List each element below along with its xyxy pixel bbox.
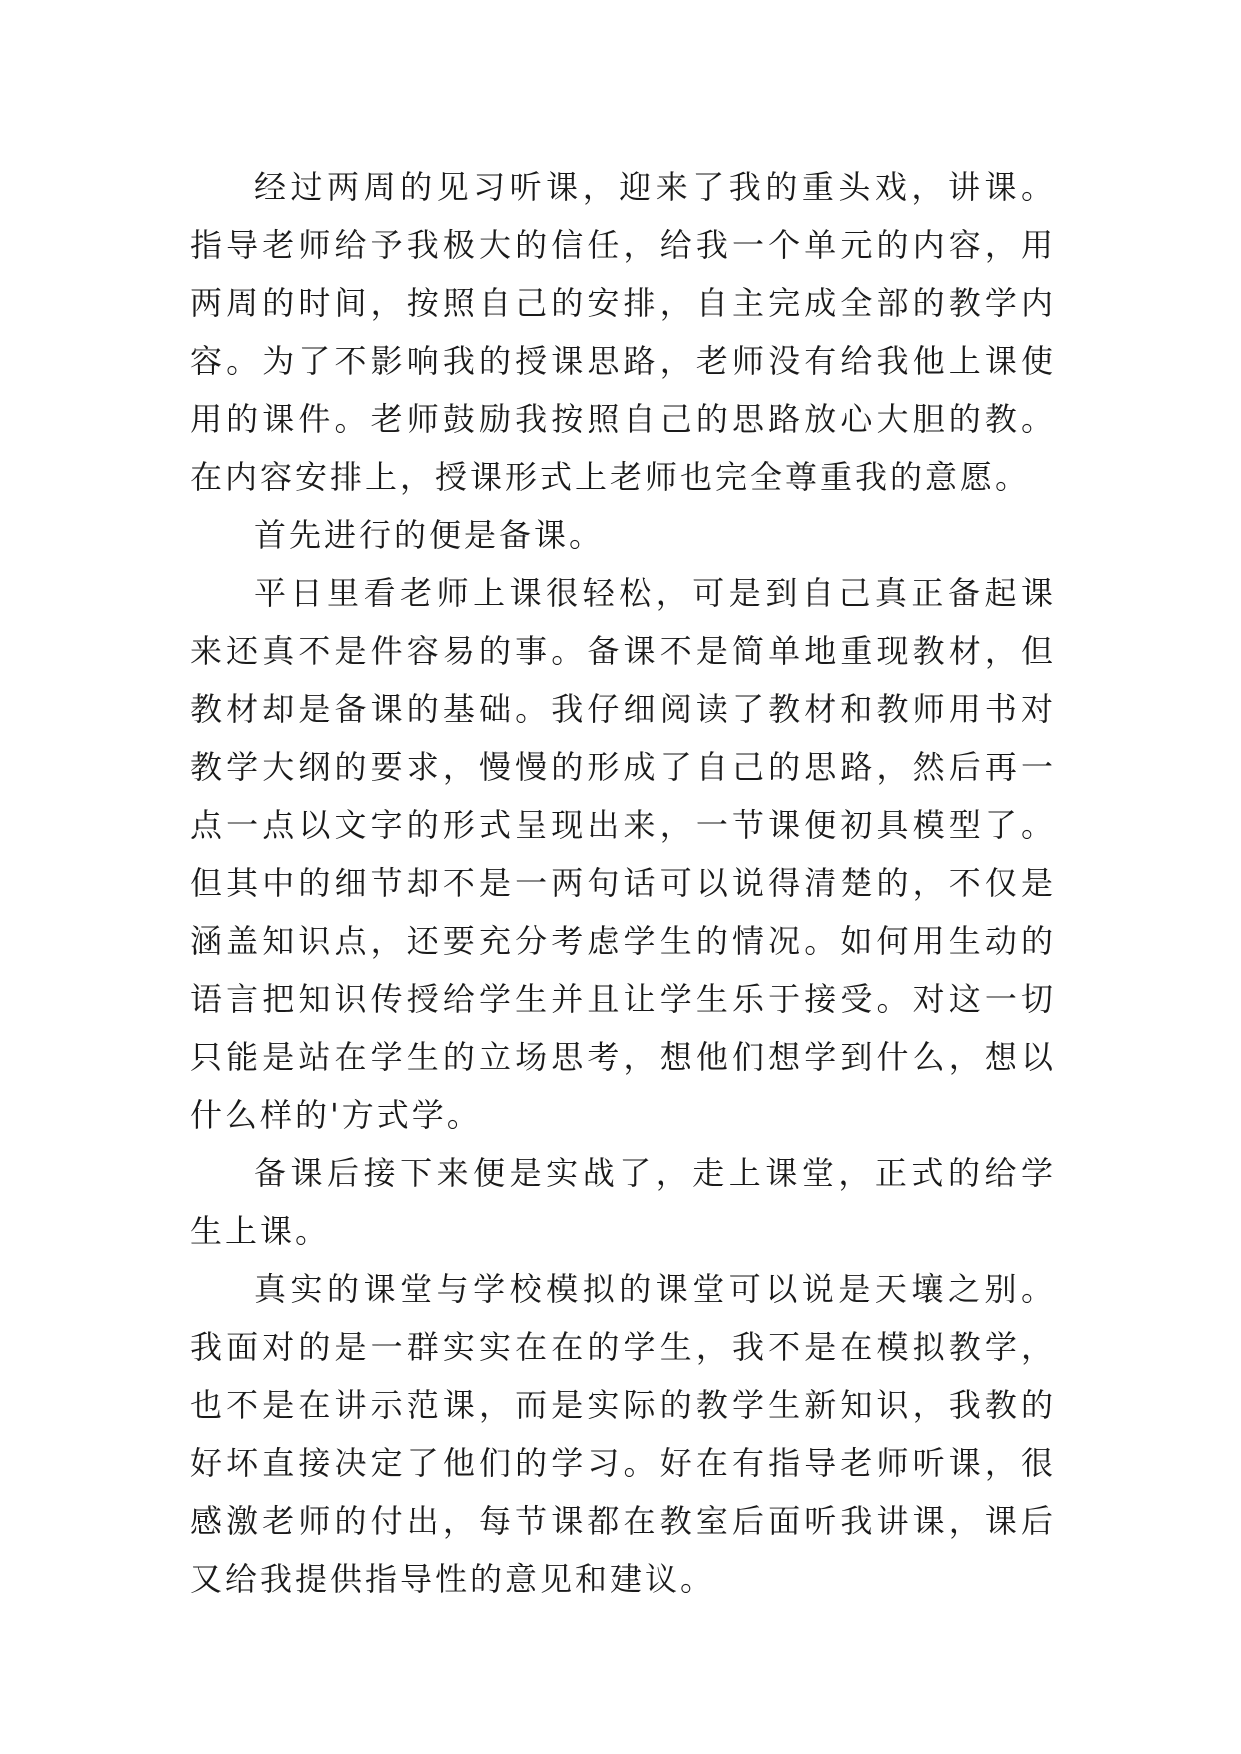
document-body: [190, 158, 1056, 1608]
paragraph-1: 经过两周的见习听课，迎来了我的重头戏，讲课。指导老师给予我极大的信任，给我一个单元的内容，用两周的时间，按照自己的安排，自主完成全部的教学内容。为了不影响我的授课思路，老师没有给我他上课使用的课件。老师鼓励我按照自己的思路放心大胆的教。在内容安排上，授课形式上老师也完全尊重我的意愿。: [190, 168, 1056, 496]
paragraph-3: 平日里看老师上课很轻松，可是到自己真正备起课来还真不是件容易的事。备课不是简单地重现教材，但教材却是备课的基础。我仔细阅读了教材和教师用书对教学大纲的要求，慢慢的形成了自己的思路，然后再一点一点以文字的形式呈现出来，一节课便初具模型了。但其中的细节却不是一两句话可以说得清楚的，不仅是涵盖知识点，还要充分考虑学生的情况。如何用生动的语言把知识传授给学生并且让学生乐于接受。对这一切只能是站在学生的立场思考，想他们想学到什么，想以什么样的'方式学。: [190, 574, 1056, 1134]
paragraph-4: 备课后接下来便是实战了，走上课堂，正式的给学生上课。: [190, 1154, 1056, 1250]
paragraph-5: 真实的课堂与学校模拟的课堂可以说是天壤之别。我面对的是一群实实在在的学生，我不是在模拟教学，也不是在讲示范课，而是实际的教学生新知识，我教的好坏直接决定了他们的学习。好在有指导老师听课，很感激老师的付出，每节课都在教室后面听我讲课，课后又给我提供指导性的意见和建议。: [190, 1270, 1056, 1598]
paragraph-2: 首先进行的便是备课。: [254, 516, 605, 554]
